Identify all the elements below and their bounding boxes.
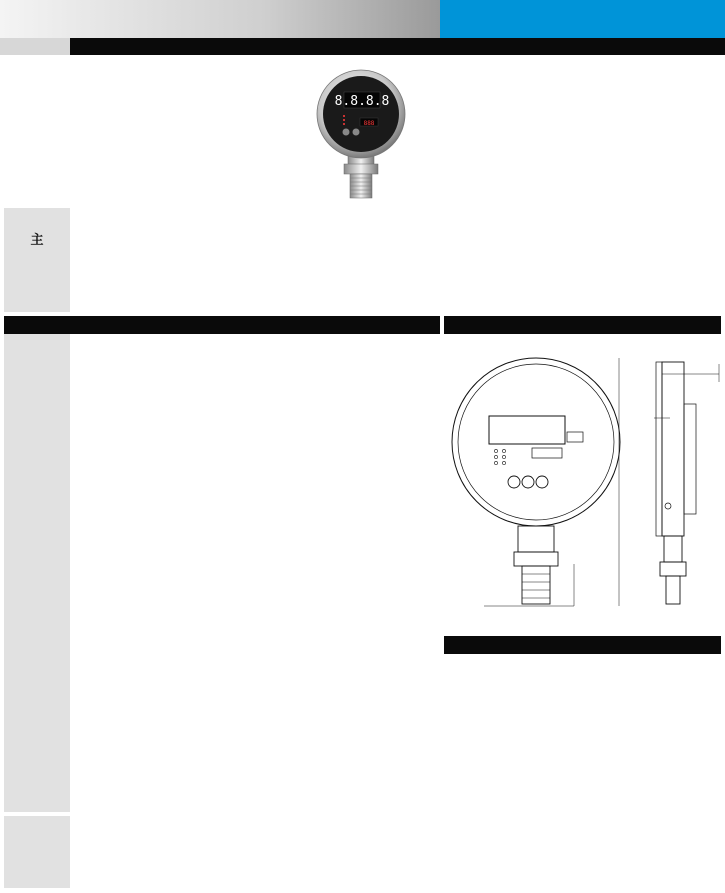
header-bar [70, 38, 725, 55]
wiring-diagram [444, 700, 721, 810]
page-title [8, 9, 12, 30]
product-photo [296, 68, 426, 200]
wiring-header [444, 636, 721, 654]
param-table-header [4, 316, 440, 334]
header-bar-light [0, 38, 70, 55]
dimension-drawing [444, 334, 721, 634]
features-label-text [4, 208, 70, 312]
svg-text:888: 888 [363, 120, 375, 127]
page-header [0, 0, 725, 55]
header-gradient [0, 0, 440, 38]
tech-label-column [4, 334, 70, 812]
svg-text:8.8.8.8: 8.8.8.8 [334, 94, 390, 109]
dimensions-header [444, 316, 721, 334]
header-accent-block [440, 0, 725, 38]
features-label-char: 主 [30, 233, 44, 248]
applications-label-column [4, 816, 70, 888]
